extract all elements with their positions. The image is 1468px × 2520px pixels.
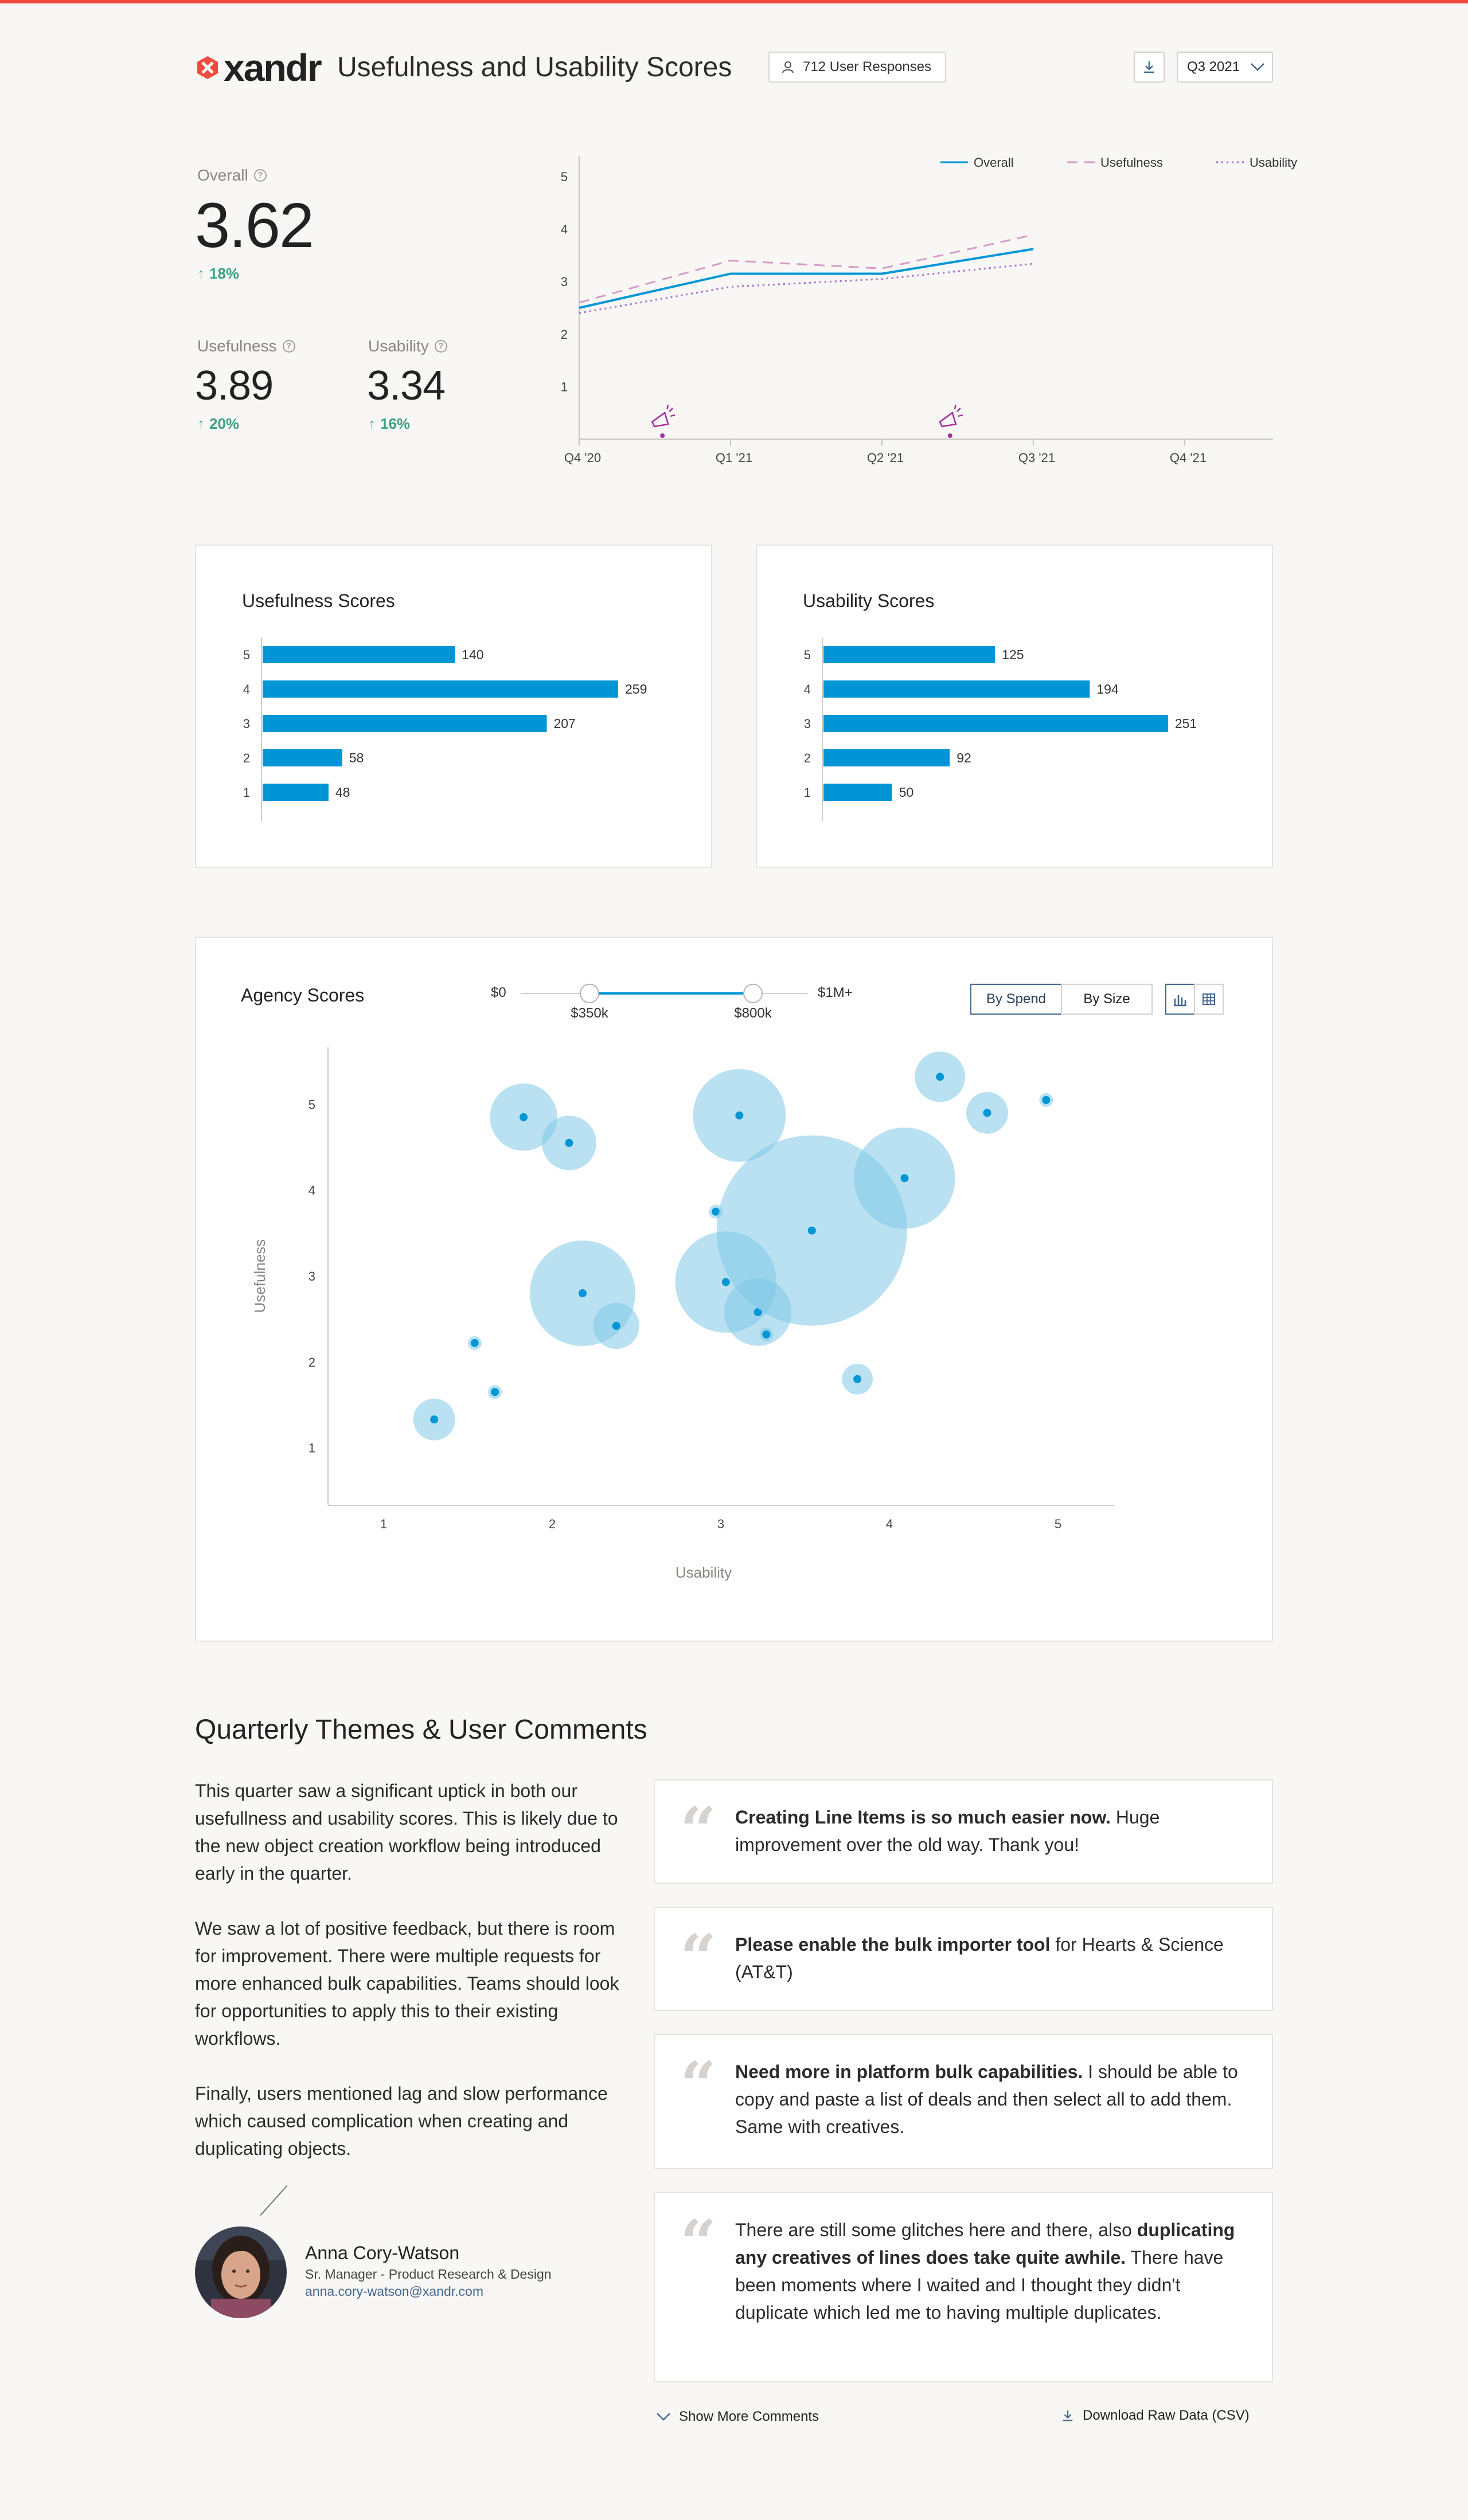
author-name: Anna Cory-Watson <box>305 2243 460 2263</box>
bar <box>823 784 892 801</box>
bar-category-label: 3 <box>803 717 811 731</box>
slider-max-label: $1M+ <box>818 985 853 1000</box>
by-size-toggle[interactable]: By Size <box>1061 984 1153 1015</box>
usability-delta-value: 16% <box>380 415 411 432</box>
show-more-comments-button[interactable] <box>656 2409 819 2425</box>
bubble-center-dot <box>808 1227 816 1235</box>
comment-bold: Please enable the bulk importer tool <box>735 1934 1051 1955</box>
comment-text <box>735 2216 1249 2326</box>
usefulness-scores-card <box>195 545 712 868</box>
bar <box>263 749 342 766</box>
y-tick-label: 5 <box>308 1097 315 1112</box>
download-csv-label: Download Raw Data (CSV) <box>1083 2408 1250 2423</box>
help-icon[interactable]: ? <box>283 340 295 353</box>
bubble-center-dot <box>565 1139 573 1147</box>
x-tick-label: Q4 '20 <box>564 451 602 465</box>
x-tick-label: Q1 '21 <box>715 451 753 465</box>
series-line-overall <box>579 249 1033 308</box>
bubble-center-dot <box>853 1375 861 1383</box>
megaphone-body <box>940 413 956 426</box>
top-accent-bar <box>0 0 1468 3</box>
themes-paragraph-2: We saw a lot of positive feedback, but there is room for improvement. There were multiple requests for more enhanced bulk capabilities. Teams should look for opportunities to apply this to their existing workflows. <box>195 1918 619 2049</box>
bar <box>263 646 455 663</box>
bar <box>823 715 1168 732</box>
comment-text <box>735 1931 1249 1986</box>
xandr-mark-icon <box>195 55 220 80</box>
slider-handle-low[interactable] <box>580 984 599 1003</box>
user-responses-badge[interactable] <box>768 52 946 83</box>
arrow-up-icon: ↑ <box>197 415 205 432</box>
quote-icon: “ <box>680 2048 717 2122</box>
bar <box>823 680 1090 698</box>
usability-bar-chart <box>791 637 1250 832</box>
x-tick-label: 3 <box>717 1517 725 1531</box>
bubble-center-dot <box>579 1289 587 1297</box>
usability-label-text: Usability <box>368 337 429 355</box>
download-icon <box>1142 60 1157 75</box>
by-spend-toggle[interactable]: By Spend <box>970 984 1062 1015</box>
table-view-button[interactable] <box>1194 984 1224 1015</box>
bubble-center-dot <box>491 1388 499 1396</box>
xandr-logo[interactable] <box>195 46 321 89</box>
spend-range-slider[interactable] <box>521 993 807 1021</box>
overall-label <box>197 166 267 185</box>
divider-stroke <box>260 2185 287 2216</box>
usefulness-label <box>197 337 295 355</box>
user-icon <box>781 60 795 74</box>
bubble-center-dot <box>900 1174 908 1182</box>
x-tick-label: 2 <box>548 1517 556 1531</box>
bar-value-label: 92 <box>956 750 971 765</box>
bubble-center-dot <box>936 1073 944 1081</box>
help-icon[interactable]: ? <box>435 340 447 353</box>
bar-value-label: 194 <box>1096 682 1119 696</box>
usefulness-scores-title: Usefulness Scores <box>242 590 395 611</box>
bubble-center-dot <box>612 1322 620 1330</box>
bar-chart-icon <box>1173 992 1188 1007</box>
megaphone-sparks <box>667 405 675 416</box>
bar <box>263 784 329 801</box>
y-axis-title: Usefulness <box>251 1239 268 1313</box>
quote-icon: “ <box>680 2206 717 2280</box>
x-tick-label: Q2 '21 <box>866 451 904 465</box>
agency-scores-title: Agency Scores <box>241 985 365 1005</box>
bar-value-label: 48 <box>335 785 350 800</box>
chevron-down-icon <box>1250 62 1265 72</box>
usability-scores-title: Usability Scores <box>803 590 935 611</box>
usefulness-delta <box>197 415 239 433</box>
quote-icon: “ <box>680 1920 717 1994</box>
themes-paragraph-1: This quarter saw a significant uptick in both our usefullness and usability scores. This is likely due to the new object creation workflow being introduced early in the quarter. <box>195 1781 618 1884</box>
themes-title: Quarterly Themes & User Comments <box>195 1715 647 1745</box>
bar-category-label: 4 <box>243 682 250 696</box>
legend-label: Usefulness <box>1100 155 1163 170</box>
bubble-center-dot <box>762 1331 770 1339</box>
y-tick-label: 3 <box>560 275 568 289</box>
x-tick-label: Q4 '21 <box>1169 451 1207 465</box>
comment-text <box>735 2058 1249 2141</box>
comment-rest: I should be able to copy and paste a list of deals and then select all to add them. Same with creatives. <box>735 2061 1238 2137</box>
comment-rest: Huge improvement over the old way. Thank you! <box>735 1807 1160 1855</box>
quote-icon: “ <box>680 1793 717 1867</box>
author-avatar <box>194 2225 288 2319</box>
agency-bubble-chart <box>231 1047 1240 1626</box>
comment-lead: There are still some glitches here and there, also <box>735 2220 1137 2240</box>
bar-category-label: 3 <box>243 717 250 731</box>
comment-text <box>735 1803 1249 1858</box>
page-title: Usefulness and Usability Scores <box>337 52 732 83</box>
y-tick-label: 5 <box>560 170 568 184</box>
slider-min-label: $0 <box>491 985 506 1000</box>
author-role: Sr. Manager - Product Research & Design <box>305 2267 552 2282</box>
trend-line-chart <box>550 143 1298 476</box>
usability-delta <box>368 415 410 433</box>
x-axis-title: Usability <box>675 1564 732 1581</box>
chevron-down-icon <box>656 2412 671 2421</box>
x-tick-label: 1 <box>380 1517 388 1531</box>
slider-high-value: $800k <box>734 1005 772 1021</box>
arrow-up-icon: ↑ <box>368 415 376 432</box>
comment-card <box>654 2034 1273 2169</box>
arrow-up-icon: ↑ <box>197 265 205 282</box>
megaphone-body <box>652 413 668 426</box>
table-icon <box>1201 992 1216 1007</box>
bar-category-label: 2 <box>803 751 811 765</box>
comment-rest: There have been moments where I waited and I thought they didn't duplicate which led me to having multiple duplicates. <box>735 2247 1224 2323</box>
overall-delta <box>197 265 239 283</box>
annotation-dot <box>660 433 665 438</box>
bubble-center-dot <box>735 1112 743 1120</box>
download-csv-button[interactable] <box>1061 2408 1250 2424</box>
download-icon <box>1061 2409 1075 2423</box>
usefulness-label-text: Usefulness <box>197 337 277 355</box>
bar-value-label: 207 <box>553 716 576 731</box>
comment-bold: duplicating any creatives of lines does take quite awhile. <box>735 2220 1235 2268</box>
legend-label: Overall <box>974 155 1014 170</box>
x-tick-label: 5 <box>1054 1517 1062 1531</box>
quarter-select[interactable] <box>1177 52 1273 83</box>
usefulness-delta-value: 20% <box>209 415 240 432</box>
overall-label-text: Overall <box>197 166 248 184</box>
legend-label: Usability <box>1250 155 1298 170</box>
usability-label <box>368 337 447 355</box>
y-tick-label: 1 <box>560 379 568 394</box>
y-tick-label: 4 <box>308 1183 315 1198</box>
bar-value-label: 58 <box>349 750 364 765</box>
bar-category-label: 1 <box>803 785 811 800</box>
annotation-dot <box>948 433 952 438</box>
usability-value: 3.34 <box>367 363 446 409</box>
comment-rest: for Hearts & Science (AT&T) <box>735 1934 1224 1982</box>
download-button[interactable] <box>1134 52 1165 83</box>
chart-view-button[interactable] <box>1165 984 1195 1015</box>
megaphone-icon <box>940 405 963 438</box>
megaphone-icon <box>652 405 675 438</box>
bar <box>263 680 618 698</box>
bar-value-label: 251 <box>1174 716 1197 731</box>
bar-value-label: 140 <box>462 647 484 662</box>
usefulness-value: 3.89 <box>195 363 274 409</box>
help-icon[interactable]: ? <box>254 169 267 182</box>
quarter-select-value: Q3 2021 <box>1187 59 1240 75</box>
bar <box>263 715 547 732</box>
usefulness-bar-chart <box>231 637 689 832</box>
slider-low-value: $350k <box>571 1005 608 1021</box>
brand-name: xandr <box>224 46 321 89</box>
megaphone-sparks <box>955 405 963 416</box>
bar <box>823 646 995 663</box>
bubble-center-dot <box>983 1109 991 1117</box>
y-tick-label: 1 <box>308 1441 315 1455</box>
comment-bold: Need more in platform bulk capabilities. <box>735 2061 1083 2082</box>
comment-card <box>654 1907 1273 2011</box>
bar <box>823 749 950 766</box>
agency-scores-card <box>195 937 1273 1642</box>
y-tick-label: 4 <box>560 222 568 237</box>
bubble-center-dot <box>471 1339 479 1347</box>
author-email-link[interactable]: anna.cory-watson@xandr.com <box>305 2284 483 2299</box>
bar-category-label: 4 <box>803 682 811 696</box>
bar-value-label: 259 <box>625 682 647 696</box>
y-tick-label: 3 <box>308 1269 315 1284</box>
x-tick-label: 4 <box>885 1517 893 1531</box>
bar-category-label: 5 <box>243 648 250 662</box>
overall-value: 3.62 <box>195 190 314 261</box>
bar-value-label: 50 <box>899 785 914 800</box>
slider-handle-high[interactable] <box>743 984 763 1003</box>
show-more-label: Show More Comments <box>679 2409 819 2424</box>
bar-value-label: 125 <box>1002 647 1024 662</box>
series-line-usability <box>579 264 1033 313</box>
bar-category-label: 2 <box>243 751 250 765</box>
themes-paragraph-3: Finally, users mentioned lag and slow performance which caused complication when creating and duplicating objects. <box>195 2083 608 2159</box>
y-tick-label: 2 <box>308 1355 315 1369</box>
comment-card <box>654 1779 1273 1884</box>
usability-scores-card <box>756 545 1273 868</box>
bubble-center-dot <box>1042 1096 1050 1104</box>
comment-card <box>654 2192 1273 2382</box>
slider-range-fill <box>589 992 753 995</box>
y-tick-label: 2 <box>560 327 568 342</box>
bubble-center-dot <box>430 1415 438 1423</box>
x-tick-label: Q3 '21 <box>1018 451 1056 465</box>
bar-category-label: 5 <box>803 648 811 662</box>
bubble-center-dot <box>520 1113 528 1121</box>
overall-delta-value: 18% <box>209 265 240 282</box>
bar-category-label: 1 <box>243 785 250 800</box>
user-responses-label: 712 User Responses <box>803 59 932 75</box>
bubble-center-dot <box>722 1278 730 1286</box>
comment-bold: Creating Line Items is so much easier now. <box>735 1807 1111 1828</box>
